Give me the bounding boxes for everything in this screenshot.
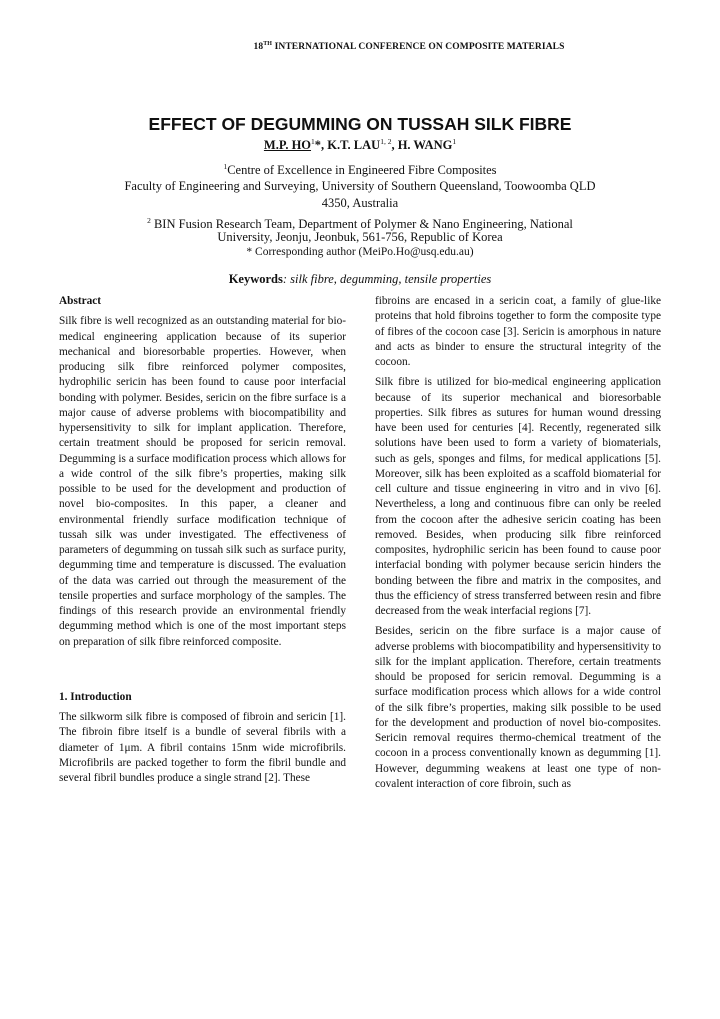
author-1: M.P. HO: [263, 138, 312, 153]
keywords-value: : silk fibre, degumming, tensile properties: [282, 272, 492, 286]
author-line: [0, 137, 720, 153]
affiliation-1-text: Centre of Excellence in Engineered Fibre Composites: [227, 163, 497, 178]
affiliation-1-line-2: Faculty of Engineering and Surveying, University of Southern Queensland, Toowoomba QLD: [124, 179, 596, 193]
right-paragraph-2: Silk fibre is utilized for bio-medical engineering application because of its superior mechanical and bioresorbable properties. Silk fibres as sutures for human wound dressing have been used for centuries [4]. Recently, regenerated silk solutions have been used to form a variety of biomaterials, such as gels, sponges and films, for medical applications [5]. Moreover, silk has been exploited as a scaffold biomaterial for cell culture and tissue engineering in vitro and in vivo [6]. Nevertheless, a long and continuous fibre can only be reeled from the cocoon after the adhesive sericin coating has been removed. Besides, when producing silk fibre reinforced composites, hydrophilic sericin has been found to cause poor interfacial bonding with polymer because sericin hinders the bonding between the fibre and matrix in the composites, and thus the efficiency of stress transferred between resin and fibre decreased from the weak interfacial regions [7].: [375, 376, 661, 617]
affiliation-2-mark: 2: [147, 216, 151, 225]
author-3-affil: 1: [452, 137, 457, 146]
left-column: [59, 294, 346, 786]
running-header: [0, 41, 720, 52]
keywords-label: Keywords: [228, 272, 283, 286]
right-paragraph-3: Besides, sericin on the fibre surface is a major cause of adverse problems with biocompatibility and hypersensitivity to silk for the implant application. Therefore, certain treatments should be proposed for sericin removal. Degumming is a surface modification process which allows for a wide control of the silk fibre’s properties, making silk possible to be used for the development and production of novel bio-composites. Sericin removal requires thermo-chemical treatment of the cocoon in a process conventionally known as degumming [1]. However, degumming weakens at least one type of non-covalent interaction of core fibroin, such as: [375, 625, 661, 790]
introduction-heading: 1. Introduction: [59, 690, 132, 703]
affiliation-2-line-2: University, Jeonju, Jeonbuk, 561-756, Republic of Korea: [217, 230, 503, 244]
corresponding-author: * Corresponding author (MeiPo.Ho@usq.edu.au): [246, 246, 474, 258]
author-1-affil: 1: [311, 137, 315, 146]
keywords: [0, 272, 720, 287]
affiliation-2-text: BIN Fusion Research Team, Department of Polymer & Nano Engineering, National: [150, 217, 573, 232]
right-paragraph-1: fibroins are encased in a sericin coat, a family of glue-like proteins that hold fibroins together to form the composite type of fibres of the cocoon case [3]. Sericin is amorphous in nature and acts as binder to ensure the structural integrity of the cocoon.: [375, 295, 661, 368]
abstract-heading: Abstract: [59, 295, 102, 307]
conference-name: INTERNATIONAL CONFERENCE ON COMPOSITE MATERIALS: [274, 42, 565, 53]
affiliation-1-mark: 1: [223, 162, 228, 171]
right-column: [375, 294, 661, 792]
affiliation-1-line-3: 4350, Australia: [321, 196, 399, 210]
conference-ordinal: TH: [263, 41, 273, 47]
affiliation-1-line-1: [0, 158, 720, 179]
author-3: H. WANG: [397, 138, 453, 153]
author-2-affil: 1, 2: [380, 137, 392, 146]
author-separator: ,: [391, 138, 398, 153]
conference-number: 18: [253, 42, 264, 53]
introduction-paragraph-1: The silkworm silk fibre is composed of fibroin and sericin [1]. The fibroin fibre itself is a bundle of several fibrils with a diameter of 1μm. A fibril contains 15nm wide microfibrils. Microfibrils are packed together to form the fibril bundle and several fibril bundles produce a single strand [2]. These: [59, 711, 346, 784]
abstract-text: Silk fibre is well recognized as an outstanding material for bio-medical engineering application because of its superior mechanical and bioresorbable properties. However, when producing silk fibre reinforced polymer composites, hydrophilic sericin has been found to cause poor interfacial bonding with polymer. Besides, sericin on the fibre surface is a major cause of adverse problems with biocompatibility and hypersensitivity to silk for implant application. Therefore, certain treatment should be proposed for sericin removal. Degumming is a surface modification process which allows for a wide control of the silk fibre’s properties, making silk possible to be used for the development and production of novel bio-composites. In this paper, a cleaner and environmental friendly surface modification technique of tussah silk was under investigated. The effectiveness of parameters of degumming on tussah silk such as surface purity, degumming time and temperature is discussed. The evaluation of the data was carried out through the measurement of the tensile properties and surface morphology of the samples. The findings of this research provide an environmental friendly degumming method which is one of the most important steps on preparation of silk fibre reinforced composite.: [59, 315, 346, 648]
corresponding-mark: *,: [314, 138, 328, 153]
author-2: K.T. LAU: [327, 138, 381, 153]
paper-title: EFFECT OF DEGUMMING ON TUSSAH SILK FIBRE: [148, 114, 572, 134]
